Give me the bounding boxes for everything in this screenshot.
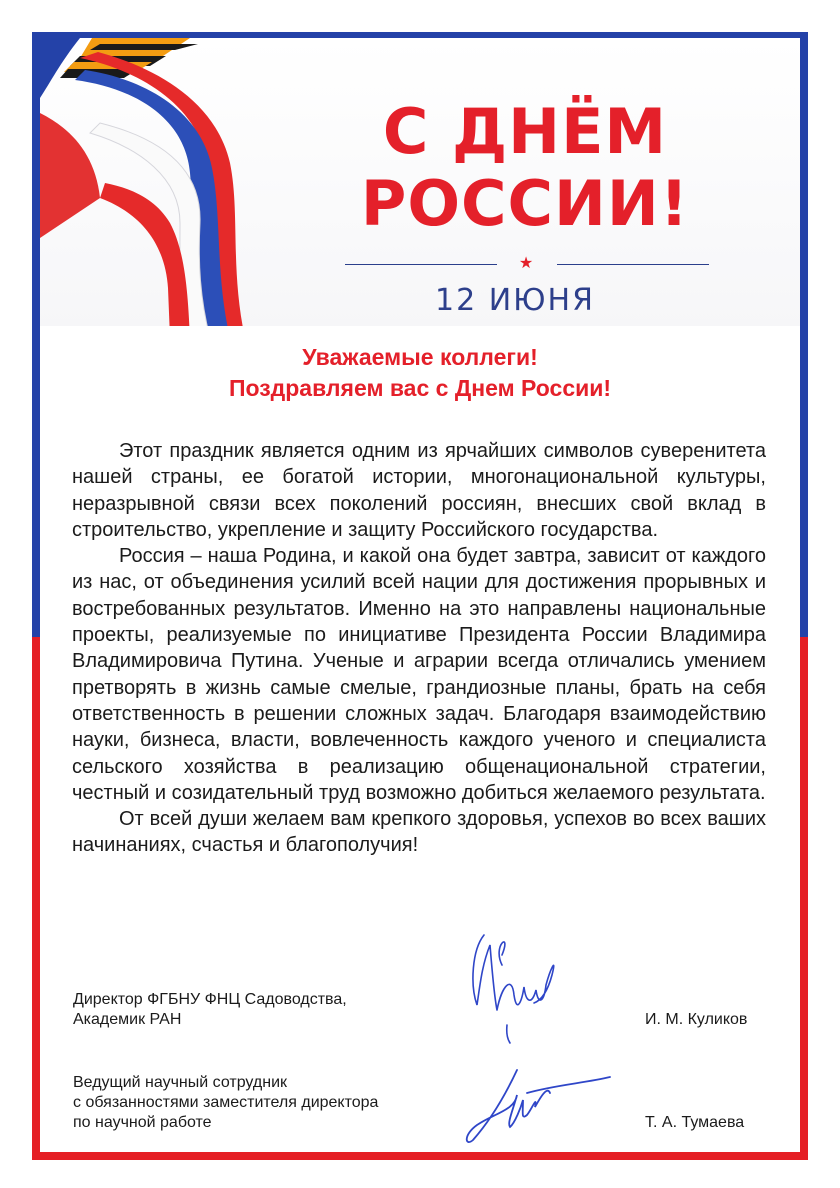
- letter-body: [72, 438, 766, 859]
- signer-2-position: [73, 1073, 378, 1133]
- position-line: с обязанностями заместителя директора: [73, 1094, 379, 1111]
- signature-tumaeva: [455, 1055, 615, 1155]
- position-line: по научной работе: [73, 1114, 212, 1131]
- greeting-line-2: Поздравляем вас с Днем России!: [228, 375, 612, 401]
- star-icon: ★: [518, 255, 534, 272]
- signer-1-name: И. М. Куликов: [645, 1011, 748, 1028]
- paragraph: Этот праздник является одним из ярчайших символов суверенитета нашей страны, ее богатой истории, многонациональной культуры, неразрывной связи всех поколений россиян, внесших свой вклад в строительство, укрепление и защиту Российского государства.: [72, 440, 766, 541]
- paragraph: От всей души желаем вам крепкого здоровья, успехов во всех ваших начинаниях, счастья и благополучия!: [72, 808, 766, 857]
- position-line: Директор ФГБНУ ФНЦ Садоводства,: [73, 991, 347, 1008]
- position-line: Академик РАН: [73, 1011, 182, 1028]
- greeting-heading: [60, 342, 780, 404]
- divider-right: [557, 264, 709, 265]
- title-line-1: С ДНЁМ: [382, 95, 668, 168]
- divider-left: [345, 264, 497, 265]
- title-line-2: РОССИИ!: [360, 167, 690, 240]
- paragraph: Россия – наша Родина, и какой она будет завтра, зависит от каждого из нас, от объединения усилий всей нации для достижения прорывных и востребованных результатов. Именно на это направлены национальные проекты, реализуемые по инициативе Президента России Владимира Владимировича Путина. Ученые и аграрии всегда отличались умением претворять в жизнь самые смелые, грандиозные планы, брать на себя ответственность в решении сложных задач. Благодаря взаимодействию науки, бизнеса, власти, вовлеченность каждого ученого и специалиста сельского хозяйства в реализацию общенациональной стратегии, честный и созидательный труд возможно добиться желаемого результата.: [72, 545, 766, 804]
- page-title: [285, 96, 765, 240]
- date-label: 12 ИЮНЯ: [435, 283, 595, 318]
- signer-1-position: [73, 990, 347, 1030]
- signer-2-name: Т. А. Тумаева: [645, 1114, 745, 1131]
- ribbon-lower-red: [100, 183, 190, 338]
- position-line: Ведущий научный сотрудник: [73, 1074, 287, 1091]
- signature-kulikov: [462, 925, 572, 1045]
- greeting-line-1: Уважаемые коллеги!: [302, 344, 538, 370]
